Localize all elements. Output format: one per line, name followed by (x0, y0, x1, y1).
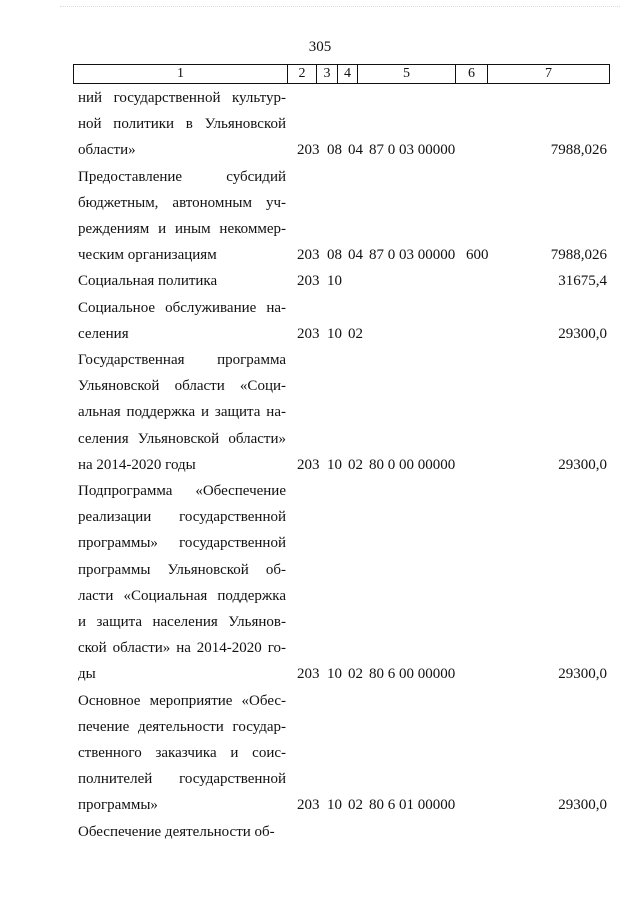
row-cell-c2: 203 (297, 247, 320, 264)
row-description-line: и защита населения Ульянов- (78, 614, 286, 630)
header-col-7: 7 (545, 66, 552, 81)
row-cell-c3: 10 (327, 325, 342, 342)
row-description-line: Обеспечение деятельности об- (78, 823, 275, 840)
row-cell-c7: 7988,026 (550, 247, 607, 264)
header-col-3: 3 (317, 65, 338, 83)
row-description-line: Социальная политика (78, 273, 218, 290)
row-description-line: Подпрограмма «Обеспечение (78, 483, 286, 499)
row-description-line: реждениям и иным некоммер- (78, 221, 286, 237)
row-cell-c3: 10 (327, 273, 342, 290)
row-description-line: полнителей государственной (78, 771, 286, 788)
header-col-5: 5 (358, 65, 456, 83)
row-cell-c7: 7988,026 (550, 142, 607, 159)
row-description-line: ний государственной культур- (78, 90, 286, 106)
row-description-line: Предоставление субсидий (78, 168, 286, 185)
row-cell-c7: 29300,0 (558, 797, 607, 814)
row-cell-c6: 600 (466, 247, 489, 264)
row-description-line: Государственная программа (78, 352, 286, 368)
header-col-2: 2 (288, 65, 317, 83)
row-cell-c2: 203 (297, 456, 320, 473)
row-description-line: печение деятельности государ- (78, 718, 286, 735)
row-cell-c7: 31675,4 (558, 273, 607, 290)
row-cell-c4: 02 (348, 456, 363, 473)
row-cell-c2: 203 (297, 325, 320, 342)
row-cell-c5: 80 6 00 00000 (369, 666, 456, 683)
row-description-line: селения Ульяновской области» (78, 430, 286, 447)
header-col-4: 4 (338, 65, 358, 83)
row-cell-c5: 87 0 03 00000 (369, 142, 456, 159)
page-number: 305 (308, 39, 332, 55)
row-description-line: программы» государственной (78, 535, 286, 552)
row-cell-c2: 203 (297, 666, 320, 683)
row-cell-c3: 08 (327, 142, 342, 159)
row-description-line: альная поддержка и защита на- (78, 404, 286, 421)
row-description-line: Социальное обслуживание на- (78, 299, 286, 316)
row-cell-c2: 203 (297, 273, 320, 290)
row-cell-c4: 04 (348, 247, 363, 264)
row-cell-c3: 10 (327, 456, 342, 473)
row-cell-c7: 29300,0 (558, 666, 607, 683)
row-cell-c4: 02 (348, 325, 363, 342)
row-cell-c5: 80 6 01 00000 (369, 797, 456, 814)
row-description-line: селения (78, 325, 129, 342)
row-cell-c7: 29300,0 (558, 325, 607, 342)
row-description-line: программы» (78, 797, 158, 814)
row-description-line: программы Ульяновской об- (78, 561, 286, 578)
row-cell-c3: 10 (327, 666, 342, 683)
row-cell-c4: 02 (348, 666, 363, 683)
row-description-line: ды (78, 666, 96, 683)
row-cell-c3: 08 (327, 247, 342, 264)
row-cell-c4: 04 (348, 142, 363, 159)
row-description-line: Основное мероприятие «Обес- (78, 692, 286, 709)
row-description-line: ласти «Социальная поддержка (78, 587, 286, 604)
row-description-line: Ульяновской области «Соци- (78, 378, 286, 395)
row-description-line: на 2014-2020 годы (78, 456, 196, 473)
row-description-line: ческим организациям (78, 247, 217, 264)
row-cell-c3: 10 (327, 797, 342, 814)
row-cell-c5: 80 0 00 00000 (369, 456, 456, 473)
header-col-1: 1 (74, 65, 288, 83)
row-description-line: реализации государственной (78, 509, 286, 526)
row-cell-c4: 02 (348, 797, 363, 814)
row-cell-c2: 203 (297, 142, 320, 159)
row-description-line: ной политики в Ульяновской (78, 116, 286, 133)
row-cell-c7: 29300,0 (558, 456, 607, 473)
row-description-line: бюджетным, автономным уч- (78, 194, 286, 211)
row-description-line: ской области» на 2014-2020 го- (78, 640, 286, 657)
header-col-6: 6 (456, 65, 488, 83)
row-description-line: ственного заказчика и соис- (78, 745, 286, 761)
row-cell-c2: 203 (297, 797, 320, 814)
row-cell-c5: 87 0 03 00000 (369, 247, 456, 264)
row-description-line: области» (78, 142, 136, 159)
